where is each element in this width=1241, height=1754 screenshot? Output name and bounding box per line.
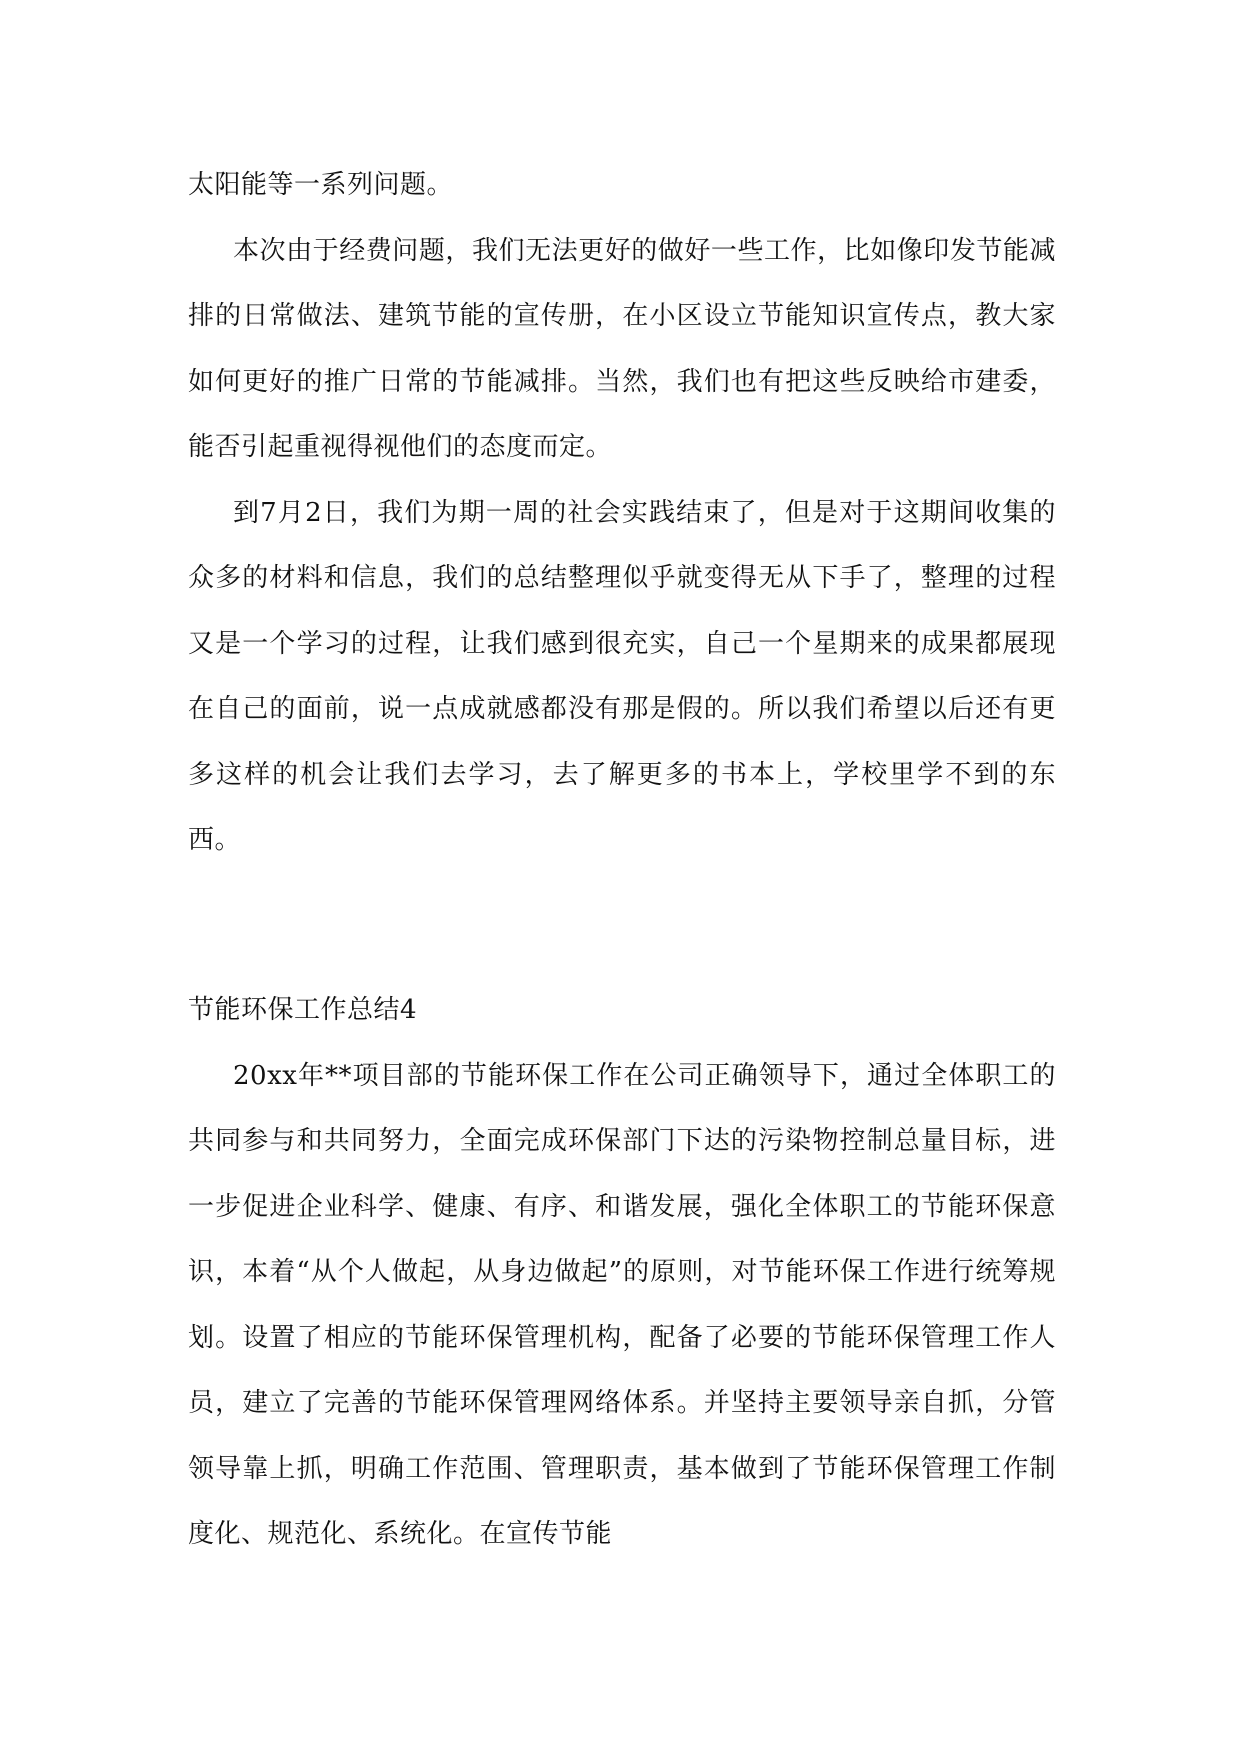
- section-energy-summary-4: [188, 978, 1056, 1568]
- section-title: 节能环保工作总结4: [188, 995, 418, 1025]
- paragraph-project-overview: 20xx年**项目部的节能环保工作在公司正确领导下，通过全体职工的共同参与和共同努力，全面完成环保部门下达的污染物控制总量目标，进一步促进企业科学、健康、有序、和谐发展，强化全体职工的节能环保意识，本着“从个人做起，从身边做起”的原则，对节能环保工作进行统筹规划。设置了相应的节能环保管理机构，配备了必要的节能环保管理工作人员，建立了完善的节能环保管理网络体系。并坚持主要领导亲自抓，分管领导靠上抓，明确工作范围、管理职责，基本做到了节能环保管理工作制度化、规范化、系统化。在宣传节能: [188, 1060, 1056, 1549]
- paragraph-practice-summary: 到7月2日，我们为期一周的社会实践结束了，但是对于这期间收集的众多的材料和信息，我们的总结整理似乎就变得无从下手了，整理的过程又是一个学习的过程，让我们感到很充实，自己一个星期来的成果都展现在自己的面前，说一点成就感都没有那是假的。所以我们希望以后还有更多这样的机会让我们去学习，去了解更多的书本上，学校里学不到的东西。: [188, 497, 1056, 855]
- section-continued-report: [188, 153, 1056, 874]
- paragraph-funding-issues: 本次由于经费问题，我们无法更好的做好一些工作，比如像印发节能减排的日常做法、建筑节能的宣传册，在小区设立节能知识宣传点，教大家如何更好的推广日常的节能减排。当然，我们也有把这些反映给市建委，能否引起重视得视他们的态度而定。: [188, 235, 1056, 462]
- paragraph-solar-issues: 太阳能等一系列问题。: [188, 170, 454, 200]
